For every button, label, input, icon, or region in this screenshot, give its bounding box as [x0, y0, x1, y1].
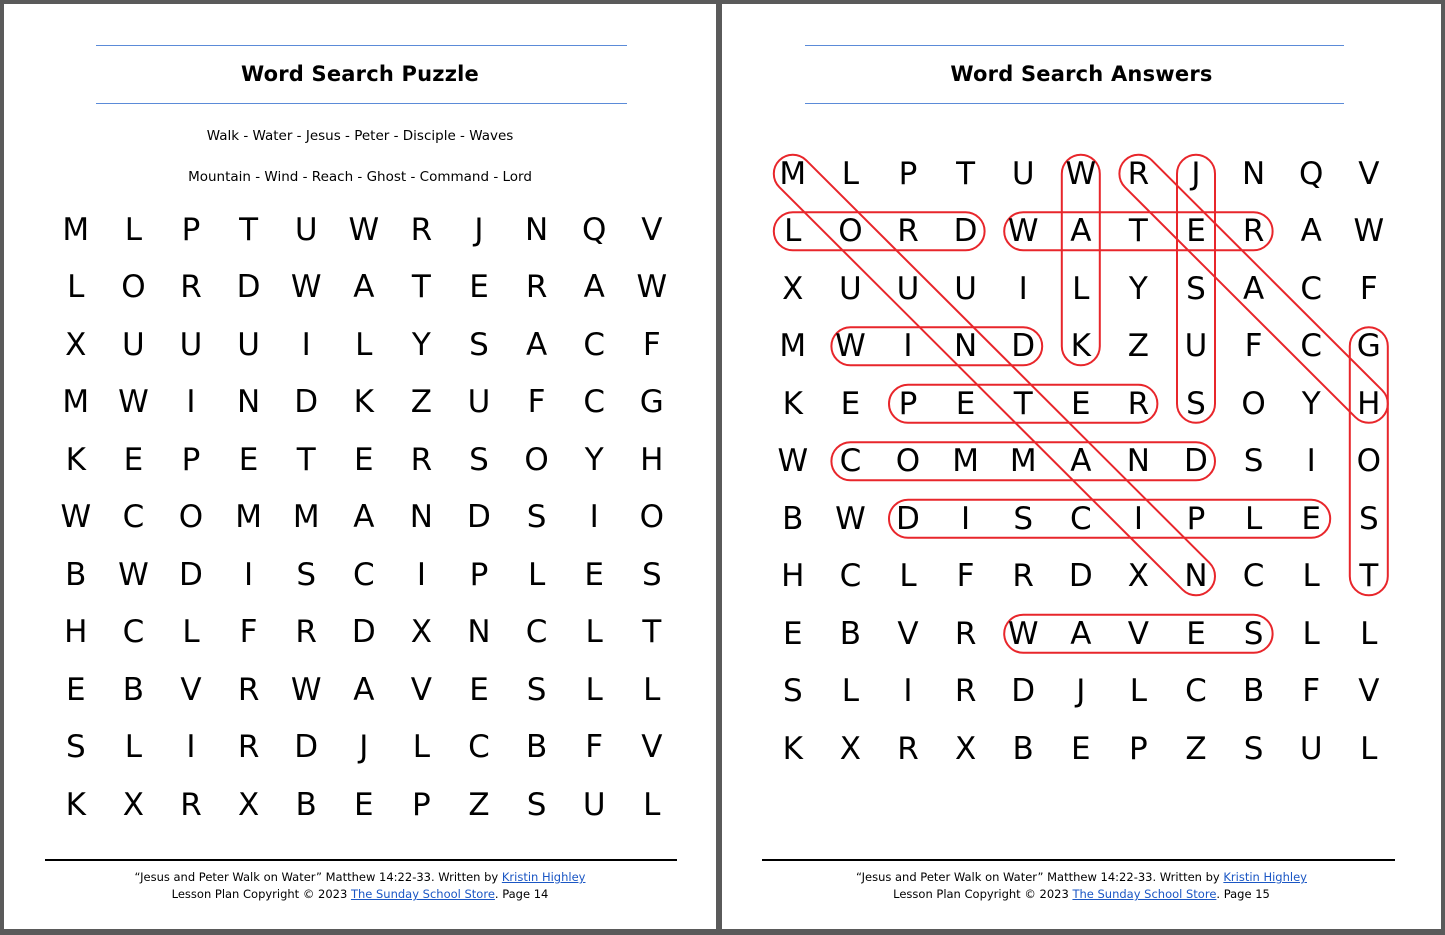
grid-letter: O	[121, 269, 146, 306]
grid-row	[47, 374, 681, 432]
page-footer	[722, 869, 1441, 903]
grid-letter: A	[1300, 213, 1322, 250]
grid-letter: F	[527, 384, 546, 421]
grid-letter: K	[65, 441, 86, 478]
grid-letter: C	[839, 558, 862, 595]
grid-letter: R	[237, 671, 260, 708]
grid-letter: W	[348, 211, 380, 248]
grid-letter: W	[835, 500, 866, 537]
grid-letter: J	[1076, 673, 1086, 710]
grid-letter: M	[952, 443, 979, 480]
grid-letter: C	[122, 499, 145, 536]
grid-row	[764, 203, 1398, 261]
grid-letter: U	[954, 270, 977, 307]
grid-letter: C	[1242, 558, 1265, 595]
grid-letter: S	[296, 556, 317, 593]
page-footer	[4, 869, 716, 903]
grid-letter: R	[410, 441, 433, 478]
grid-letter: M	[62, 384, 90, 421]
page-title: Word Search Answers	[950, 62, 1213, 86]
grid-row	[764, 145, 1398, 203]
grid-letter: L	[899, 558, 917, 595]
grid-letter: C	[839, 443, 862, 480]
grid-letter: D	[1011, 328, 1036, 365]
grid-letter: W	[118, 556, 149, 593]
grid-letter: L	[67, 269, 85, 306]
grid-letter: Y	[1301, 385, 1321, 422]
word-list-line-1: Walk - Water - Jesus - Peter - Disciple - Waves	[206, 128, 514, 144]
grid-letter: X	[954, 730, 977, 767]
grid-letter: R	[954, 673, 977, 710]
grid-letter: E	[1301, 500, 1321, 537]
grid-letter: I	[244, 556, 254, 593]
grid-letter: L	[1129, 673, 1148, 710]
grid-letter: L	[643, 671, 661, 708]
grid-letter: I	[961, 500, 971, 537]
grid-letter: E	[354, 786, 374, 823]
grid-letter: W	[118, 384, 149, 421]
grid-letter: A	[525, 326, 548, 363]
grid-letter: C	[1069, 500, 1092, 537]
grid-letter: O	[524, 441, 549, 478]
grid-letter: J	[474, 211, 484, 248]
grid-letter: S	[469, 326, 489, 363]
grid-row	[47, 776, 681, 834]
grid-letter: L	[585, 614, 603, 651]
grid-letter: E	[469, 269, 489, 306]
grid-letter: W	[1007, 615, 1039, 652]
grid-letter: E	[1071, 385, 1091, 422]
grid-letter: T	[1359, 558, 1379, 595]
grid-letter: U	[1011, 155, 1035, 192]
grid-row	[47, 546, 681, 604]
grid-letter: E	[1186, 615, 1206, 652]
grid-row	[47, 201, 681, 259]
grid-row	[47, 489, 681, 547]
grid-letter: D	[896, 500, 920, 537]
grid-letter: U	[122, 326, 145, 363]
puzzle-page	[4, 4, 716, 929]
grid-letter: E	[840, 385, 861, 422]
grid-letter: V	[1358, 673, 1380, 710]
store-link[interactable]: The Sunday School Store	[1072, 887, 1217, 901]
grid-letter: I	[186, 384, 196, 421]
grid-letter: M	[1009, 443, 1037, 480]
grid-letter: K	[782, 730, 803, 767]
grid-letter: E	[469, 671, 489, 708]
grid-letter: D	[1184, 443, 1208, 480]
grid-letter: N	[524, 211, 549, 248]
grid-letter: H	[640, 441, 664, 478]
grid-letter: L	[784, 213, 802, 250]
grid-letter: P	[469, 556, 489, 593]
grid-letter: D	[1068, 558, 1093, 595]
grid-letter: C	[352, 556, 375, 593]
grid-letter: N	[1126, 443, 1150, 480]
grid-letter: D	[467, 499, 491, 536]
footer-line-1: “Jesus and Peter Walk on Water” Matthew 14:22-33. Written by Kristin Highley	[134, 870, 586, 884]
grid-letter: Y	[1128, 270, 1148, 307]
grid-letter: F	[585, 729, 604, 766]
grid-letter: B	[1012, 730, 1034, 767]
grid-row	[764, 548, 1398, 606]
grid-letter: L	[124, 729, 143, 766]
page-title: Word Search Puzzle	[241, 62, 479, 86]
grid-letter: I	[1306, 443, 1316, 480]
grid-letter: K	[353, 384, 374, 421]
grid-letter: E	[1186, 213, 1206, 250]
grid-letter: L	[1302, 615, 1320, 652]
grid-letter: A	[353, 499, 375, 536]
grid-row	[47, 604, 681, 662]
grid-letter: P	[181, 211, 201, 248]
grid-letter: U	[839, 270, 862, 307]
grid-letter: L	[1302, 558, 1320, 595]
grid-letter: A	[1070, 213, 1092, 250]
grid-letter: E	[238, 441, 259, 478]
grid-letter: O	[1241, 385, 1266, 422]
title-top-rule	[805, 45, 1344, 46]
grid-letter: E	[66, 671, 86, 708]
grid-letter: A	[1242, 270, 1265, 307]
grid-letter: S	[1358, 500, 1379, 537]
grid-letter: S	[1186, 270, 1206, 307]
grid-letter: E	[955, 385, 976, 422]
grid-letter: P	[412, 786, 431, 823]
grid-letter: W	[1065, 155, 1097, 192]
grid-letter: S	[1186, 385, 1206, 422]
grid-letter: V	[1358, 155, 1380, 192]
grid-letter: X	[839, 730, 862, 767]
grid-letter: R	[1127, 385, 1150, 422]
grid-letter: V	[1127, 615, 1149, 652]
grid-row	[764, 375, 1398, 433]
grid-letter: T	[642, 614, 662, 651]
grid-letter: L	[124, 211, 143, 248]
grid-letter: X	[122, 786, 145, 823]
grid-letter: L	[841, 673, 860, 710]
grid-letter: R	[237, 729, 260, 766]
grid-letter: V	[641, 211, 663, 248]
grid-letter: P	[898, 385, 918, 422]
grid-letter: F	[956, 558, 975, 595]
grid-letter: Z	[410, 384, 433, 421]
grid-letter: V	[897, 615, 919, 652]
grid-letter: N	[953, 328, 978, 365]
grid-letter: D	[953, 213, 978, 250]
grid-letter: I	[589, 499, 599, 536]
grid-letter: T	[296, 441, 316, 478]
grid-letter: R	[954, 615, 977, 652]
grid-letter: J	[1191, 155, 1201, 192]
grid-letter: V	[641, 729, 663, 766]
grid-letter: N	[236, 384, 261, 421]
grid-letter: I	[903, 673, 913, 710]
grid-letter: A	[353, 671, 375, 708]
store-link[interactable]: The Sunday School Store	[350, 887, 495, 901]
grid-letter: E	[783, 615, 803, 652]
grid-letter: Q	[1298, 155, 1324, 192]
footer-line-2: Lesson Plan Copyright © 2023 The Sunday School Store. Page 14	[171, 887, 549, 901]
grid-letter: C	[525, 614, 548, 651]
title-top-rule	[96, 45, 627, 46]
grid-letter: N	[1241, 155, 1266, 192]
grid-row	[47, 719, 681, 777]
grid-letter: T	[239, 211, 259, 248]
grid-letter: S	[1243, 730, 1264, 767]
grid-letter: F	[642, 326, 661, 363]
grid-letter: R	[1127, 155, 1150, 192]
grid-letter: X	[237, 786, 260, 823]
grid-letter: Z	[468, 786, 490, 823]
grid-letter: P	[181, 441, 201, 478]
grid-letter: A	[583, 269, 605, 306]
grid-letter: L	[182, 614, 200, 651]
grid-letter: W	[1353, 213, 1385, 250]
grid-letter: E	[1071, 730, 1091, 767]
grid-letter: T	[411, 269, 431, 306]
grid-letter: H	[64, 614, 88, 651]
grid-letter: P	[1129, 730, 1148, 767]
grid-letter: L	[841, 155, 860, 192]
grid-letter: S	[526, 786, 547, 823]
grid-letter: S	[641, 556, 662, 593]
grid-letter: B	[122, 671, 145, 708]
grid-letter: J	[359, 729, 369, 766]
grid-letter: O	[895, 443, 921, 480]
grid-letter: C	[583, 384, 606, 421]
grid-letter: W	[777, 443, 809, 480]
grid-letter: L	[643, 786, 661, 823]
grid-row	[764, 318, 1398, 376]
grid-letter: D	[236, 269, 261, 306]
grid-letter: F	[239, 614, 258, 651]
grid-letter: U	[1184, 328, 1208, 365]
grid-letter: S	[782, 673, 803, 710]
grid-letter: U	[237, 326, 260, 363]
grid-letter: D	[294, 384, 319, 421]
grid-letter: R	[525, 269, 548, 306]
grid-letter: C	[583, 326, 606, 363]
footer-line-1: “Jesus and Peter Walk on Water” Matthew 14:22-33. Written by Kristin Highley	[856, 870, 1307, 884]
grid-letter: T	[1128, 213, 1148, 250]
puzzle-grid	[47, 201, 681, 834]
grid-letter: S	[526, 671, 547, 708]
grid-letter: E	[584, 556, 604, 593]
grid-letter: F	[1244, 328, 1263, 365]
grid-letter: B	[1242, 673, 1265, 710]
grid-letter: I	[1133, 500, 1143, 537]
grid-letter: T	[956, 155, 976, 192]
grid-letter: O	[639, 499, 664, 536]
footer-line-2: Lesson Plan Copyright © 2023 The Sunday School Store. Page 15	[893, 887, 1270, 901]
grid-letter: S	[65, 729, 86, 766]
grid-letter: W	[60, 499, 92, 536]
grid-row	[764, 490, 1398, 548]
answers-page	[722, 4, 1441, 929]
grid-row	[47, 316, 681, 374]
grid-letter: D	[294, 729, 319, 766]
grid-letter: S	[1243, 615, 1264, 652]
grid-letter: O	[178, 499, 204, 536]
grid-letter: U	[467, 384, 491, 421]
grid-row	[47, 661, 681, 719]
grid-row	[47, 259, 681, 317]
grid-row	[764, 433, 1398, 491]
grid-letter: N	[1184, 558, 1208, 595]
grid-letter: U	[294, 211, 318, 248]
grid-letter: I	[301, 326, 311, 363]
grid-letter: I	[186, 729, 196, 766]
grid-letter: C	[1185, 673, 1207, 710]
grid-letter: I	[416, 556, 426, 593]
grid-letter: X	[1127, 558, 1150, 595]
grid-row	[47, 431, 681, 489]
grid-letter: I	[1018, 270, 1028, 307]
grid-letter: M	[292, 499, 320, 536]
grid-letter: C	[468, 729, 490, 766]
grid-letter: E	[123, 441, 144, 478]
grid-letter: L	[412, 729, 431, 766]
grid-letter: Z	[1127, 328, 1150, 365]
grid-letter: L	[1360, 615, 1378, 652]
grid-letter: W	[636, 269, 668, 306]
grid-letter: D	[179, 556, 203, 593]
grid-letter: W	[1007, 213, 1039, 250]
grid-letter: A	[1070, 615, 1092, 652]
grid-letter: O	[838, 213, 863, 250]
grid-row	[764, 720, 1398, 778]
grid-letter: R	[295, 614, 317, 651]
grid-letter: K	[1070, 328, 1091, 365]
grid-letter: S	[1013, 500, 1034, 537]
grid-letter: F	[1302, 673, 1321, 710]
grid-letter: M	[62, 211, 90, 248]
footer-rule	[762, 859, 1395, 861]
grid-letter: S	[526, 499, 547, 536]
grid-letter: R	[180, 786, 202, 823]
grid-letter: A	[1070, 443, 1092, 480]
grid-letter: L	[355, 326, 373, 363]
grid-letter: C	[1300, 270, 1323, 307]
grid-letter: C	[1300, 328, 1323, 365]
grid-letter: X	[782, 270, 804, 307]
grid-letter: R	[1242, 213, 1265, 250]
grid-letter: N	[409, 499, 433, 536]
grid-row	[764, 605, 1398, 663]
grid-letter: I	[903, 328, 913, 365]
grid-letter: T	[1013, 385, 1033, 422]
grid-letter: R	[180, 269, 202, 306]
grid-letter: L	[1360, 730, 1378, 767]
grid-letter: Y	[411, 326, 431, 363]
grid-letter: D	[351, 614, 376, 651]
grid-letter: R	[1012, 558, 1034, 595]
grid-letter: K	[782, 385, 803, 422]
grid-letter: U	[896, 270, 920, 307]
grid-letter: S	[469, 441, 489, 478]
author-link[interactable]: Kristin Highley	[501, 870, 586, 884]
grid-letter: L	[1072, 270, 1090, 307]
grid-letter: V	[410, 671, 432, 708]
grid-letter: B	[525, 729, 548, 766]
grid-letter: U	[1299, 730, 1323, 767]
grid-letter: R	[410, 211, 433, 248]
grid-letter: A	[353, 269, 375, 306]
grid-letter: Y	[584, 441, 604, 478]
grid-letter: B	[782, 500, 804, 537]
grid-letter: H	[781, 558, 805, 595]
grid-letter: Z	[1185, 730, 1207, 767]
grid-row	[764, 260, 1398, 318]
grid-letter: N	[467, 614, 491, 651]
grid-letter: P	[1186, 500, 1206, 537]
title-bottom-rule	[96, 103, 627, 104]
grid-letter: C	[122, 614, 145, 651]
word-list-line-2: Mountain - Wind - Reach - Ghost - Command - Lord	[188, 169, 532, 185]
grid-letter: K	[65, 786, 86, 823]
grid-letter: M	[235, 499, 262, 536]
grid-letter: U	[179, 326, 203, 363]
grid-letter: X	[65, 326, 87, 363]
grid-letter: R	[897, 730, 919, 767]
grid-row	[764, 663, 1398, 721]
grid-letter: M	[779, 155, 807, 192]
grid-letter: X	[410, 614, 433, 651]
grid-letter: F	[1359, 270, 1378, 307]
author-link[interactable]: Kristin Highley	[1223, 870, 1307, 884]
grid-letter: B	[65, 556, 87, 593]
grid-letter: W	[290, 671, 322, 708]
title-bottom-rule	[805, 103, 1344, 104]
grid-letter: G	[1356, 328, 1381, 365]
grid-letter: L	[1244, 500, 1263, 537]
grid-letter: L	[585, 671, 603, 708]
grid-letter: B	[839, 615, 862, 652]
grid-letter: R	[897, 213, 919, 250]
grid-letter: D	[1011, 673, 1036, 710]
grid-letter: S	[1243, 443, 1264, 480]
grid-letter: P	[898, 155, 918, 192]
grid-letter: O	[1356, 443, 1381, 480]
grid-letter: W	[290, 269, 322, 306]
grid-letter: Q	[581, 211, 607, 248]
grid-letter: H	[1357, 385, 1381, 422]
grid-letter: U	[582, 786, 606, 823]
footer-rule	[45, 859, 677, 861]
grid-letter: M	[779, 328, 807, 365]
answer-grid	[764, 145, 1398, 778]
grid-letter: B	[295, 786, 317, 823]
grid-letter: E	[354, 441, 374, 478]
grid-letter: W	[835, 328, 866, 365]
grid-letter: L	[527, 556, 546, 593]
grid-letter: G	[639, 384, 664, 421]
grid-letter: V	[180, 671, 202, 708]
